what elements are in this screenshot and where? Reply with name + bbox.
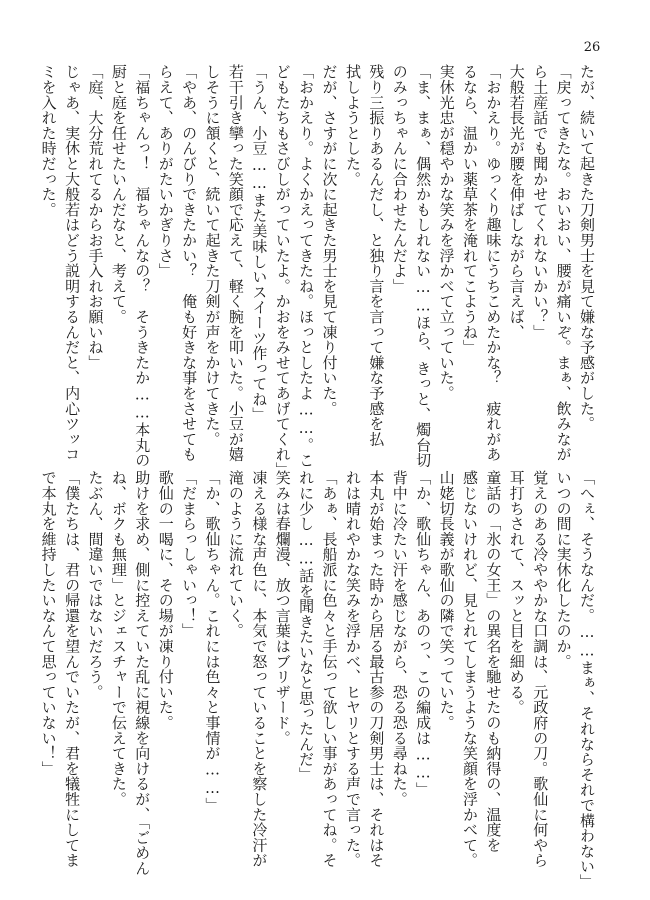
text-line: 「おかえり。ゆっくり趣味にうちこめたかな？ 疲れがあ	[484, 64, 503, 462]
lower-text-block	[39, 470, 598, 890]
text-line: 「うん、小豆……また美味しいスイーツ作ってね」	[250, 64, 269, 422]
text-line: 助けを求め、側に控えていた乱に視線を向けるが、「ごめん	[133, 470, 152, 876]
text-line: 「福ちゃんっ！ 福ちゃんなの？ そうきたか……本丸の	[133, 64, 152, 468]
text-line: 笑みは春爛漫、放つ言葉はブリザード。	[273, 470, 292, 746]
page-number: 26	[583, 40, 601, 55]
text-line: 拭しようとした。	[343, 64, 362, 187]
text-line: のみっちゃんに合わせたんだよ」	[390, 64, 409, 294]
text-line: 「へぇ、そうなんだ。……まぁ、それならそれで構わない」	[578, 470, 596, 890]
text-line: 残り三振りあるんだし、と独り言を言って嫌な予感を払	[367, 64, 386, 447]
text-line: だが、さすがに次に起きた男士を見て凍り付いた。	[320, 64, 339, 416]
text-line: ね、ボクも無理」とジェスチャーで伝えてきた。	[109, 470, 128, 807]
text-line: 「僕たちは、君の帰還を望んでいたが、君を犠牲にしてま	[63, 470, 82, 868]
text-line: 背中に冷たい汗を感じながら、恐る恐る尋ねた。	[390, 470, 409, 807]
text-line: ら土産話でも聞かせてくれないかい？」	[531, 64, 550, 340]
text-line: れは晴れやかな笑みを浮かべ、ヒヤリとする声で言った。	[343, 470, 362, 868]
text-line: 若干引き攣った笑顔で応えて、軽く腕を叩いた。小豆が嬉	[226, 64, 245, 462]
text-line: 「あぁ、長船派に色々と手伝って欲しい事があってね。そ	[320, 470, 339, 868]
text-line: 「庭、大分荒れてるからお手入れお願いね」	[86, 64, 105, 370]
text-line: どもたちもさびしがっていたよ。かおをみせてあげてくれ」	[273, 64, 292, 478]
text-line: 歌仙の一喝に、その場が凍り付いた。	[156, 470, 175, 731]
text-line: 「おかえり。よくかえってきたね。ほっとしたよ……。こ	[297, 64, 316, 468]
text-line: 本丸が始まった時から居る最古参の刀剣男士は、それはそ	[367, 470, 386, 868]
text-line: 「か、歌仙ちゃん、あのっ、この編成は……」	[414, 470, 433, 798]
text-line: いつの間に実休化したのか。	[554, 470, 573, 669]
text-line: じゃあ、実休と大般若はどう説明するんだと、内心ツッコ	[63, 64, 82, 462]
text-line: 凍える様な声色に、本気で怒っていることを察した冷汗が	[250, 470, 269, 868]
text-line: 感じないけれど、見とれてしまうような笑顔を浮かべて。	[460, 470, 479, 868]
text-line: 「ま、まぁ、偶然かもしれない……ほら、きっと、燭台切	[414, 64, 433, 468]
text-line: 「か、歌仙ちゃん。これには色々と事情が……」	[203, 470, 222, 813]
upper-text-block	[39, 64, 598, 478]
text-line: るなら、温かい薬草茶を淹れてこようね」	[460, 64, 479, 355]
text-line: たぶん、間違いではないだろう。	[86, 470, 105, 700]
text-line: 覚えのある冷ややかな口調は、元政府の刀。歌仙に何やら	[531, 470, 550, 868]
text-line: 厨と庭を任せたいんだなと、考えて。	[109, 64, 128, 325]
text-line: 耳打ちされて、スッと目を細める。	[507, 470, 526, 715]
text-line: らえて、ありがたいかぎりさ」	[156, 64, 175, 279]
text-line: 滝のように流れていく。	[226, 470, 245, 639]
text-line: 童話の「氷の女王」の異名を馳せたのも納得の、温度を	[484, 470, 503, 853]
text-line: 「やあ、のんびりできたかい？ 俺も好きな事をさせても	[180, 64, 199, 462]
text-line: れに少し……話を聞きたいなと思ったんだ」	[297, 470, 316, 782]
text-line: 「だまらっしゃいっ！」	[180, 470, 199, 639]
text-line: たが、続いて起きた刀剣男士を見て嫌な予感がした。	[578, 64, 596, 432]
text-line: で本丸を維持したいなんて思っていない！」	[39, 470, 58, 776]
text-line: ミを入れた時だった。	[39, 64, 58, 217]
text-line: 大般若長光が腰を伸ばしながら言えば、	[507, 64, 526, 340]
text-line: 実休光忠が穏やかな笑みを浮かべて立っていた。	[437, 64, 456, 401]
text-line: 「戻ってきたな。おいおい、腰が痛いぞ。まぁ、飲みなが	[554, 64, 573, 462]
text-line: しそうに頷くと、続いて起きた刀剣が声をかけてきた。	[203, 64, 222, 447]
text-line: 山姥切長義が歌仙の隣で笑っていた。	[437, 470, 456, 731]
